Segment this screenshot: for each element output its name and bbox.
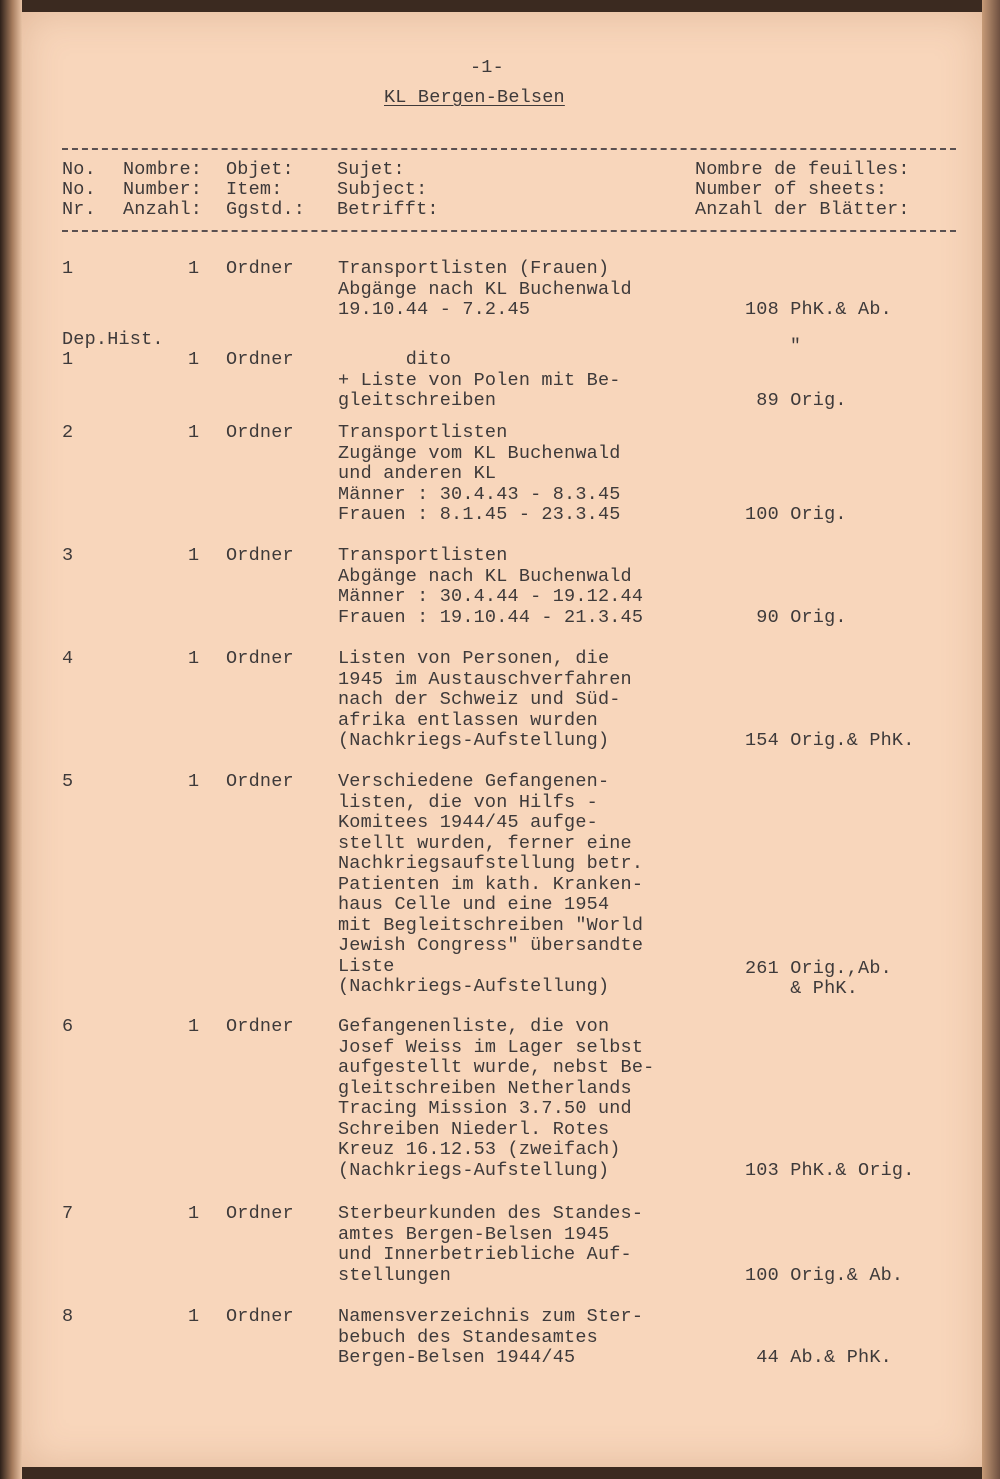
entry-count: 1 [188, 258, 200, 279]
entry-subject-line: Männer : 30.4.44 - 19.12.44 [338, 586, 644, 607]
entry-object: Ordner [226, 349, 294, 370]
header-object-en: Item: [226, 179, 283, 200]
entry-number: 8 [62, 1306, 74, 1327]
entry-count: 1 [188, 1306, 200, 1327]
entry-subject-line: Verschiedene Gefangenen- [338, 771, 610, 792]
entry-count: 1 [188, 349, 200, 370]
entry-subject-line: Listen von Personen, die [338, 648, 610, 669]
entry-sheets: & PhK. [745, 978, 859, 999]
header-count-de: Anzahl: [123, 199, 203, 220]
ditto-mark: " [790, 337, 801, 357]
entry-number: 7 [62, 1203, 74, 1224]
entry-subject-line: Kreuz 16.12.53 (zweifach) [338, 1139, 621, 1160]
entry-subject-line: Jewish Congress" übersandte [338, 935, 644, 956]
header-no-fr: No. [62, 159, 96, 180]
entry-subject-line: gleitschreiben Netherlands [338, 1077, 632, 1099]
entry-subject-line: nach der Schweiz und Süd- [338, 689, 621, 710]
entry-subject-line: Transportlisten (Frauen) [338, 258, 610, 279]
header-subject-de: Betrifft: [337, 199, 439, 220]
entry-subject-line: und anderen KL [338, 463, 497, 484]
entry-subject-line: Transportlisten [338, 545, 508, 566]
header-object-de: Ggstd.: [226, 199, 306, 220]
entry-subject-line: listen, die von Hilfs - [338, 791, 598, 813]
entry-subject-line: Gefangenenliste, die von [338, 1016, 610, 1037]
entry-number: 1 [62, 258, 74, 279]
entry-subject-line: afrika entlassen wurden [338, 709, 598, 731]
entry-subject-line: (Nachkriegs-Aufstellung) [338, 730, 610, 751]
entry-sheets: 100 Orig.& Ab. [745, 1264, 904, 1286]
document-title: KL Bergen-Belsen [384, 87, 565, 108]
entry-subject-line: Schreiben Niederl. Rotes [338, 1118, 610, 1140]
entry-sheets: 154 Orig.& PhK. [745, 730, 915, 751]
entry-sheets: 100 Orig. [745, 504, 847, 525]
scan-right-edge [982, 0, 1000, 1479]
entry-subject-line: Sterbeurkunden des Standes- [338, 1203, 644, 1224]
entry-object: Ordner [226, 422, 294, 443]
entry-number: 1 [62, 349, 74, 370]
entry-subject-line: Nachkriegsaufstellung betr. [338, 853, 644, 874]
entry-subject-line: haus Celle und eine 1954 [338, 894, 610, 915]
entry-object: Ordner [226, 771, 294, 792]
entry-subject-line: aufgestellt wurde, nebst Be- [338, 1057, 655, 1078]
entry-object: Ordner [226, 1203, 294, 1224]
entry-sheets: 103 PhK.& Orig. [745, 1159, 915, 1181]
entry-subject-line: (Nachkriegs-Aufstellung) [338, 1159, 610, 1181]
entry-subject-line: Zugänge vom KL Buchenwald [338, 442, 621, 464]
entry-prefix: Dep.Hist. [62, 329, 164, 350]
entry-number: 3 [62, 545, 74, 566]
entry-count: 1 [188, 648, 200, 669]
header-count-en: Number: [123, 179, 203, 200]
header-sheets-de: Anzahl der Blätter: [695, 199, 910, 220]
header-subject-fr: Sujet: [337, 159, 405, 180]
entry-sheets: 90 Orig. [745, 606, 847, 628]
entry-sheets: 44 Ab.& PhK. [745, 1347, 892, 1368]
header-top-rule [62, 148, 956, 150]
entry-object: Ordner [226, 1016, 294, 1037]
header-no-de: Nr. [62, 199, 96, 220]
entry-subject-line: Liste [338, 955, 395, 977]
entry-subject-line: und Innerbetriebliche Auf- [338, 1244, 632, 1265]
entry-subject-line: mit Begleitschreiben "World [338, 914, 644, 936]
entry-subject-line: Komitees 1944/45 aufge- [338, 812, 598, 833]
entry-object: Ordner [226, 648, 294, 669]
entry-object: Ordner [226, 1306, 294, 1327]
header-no-en: No. [62, 179, 96, 200]
entry-subject-line: Bergen-Belsen 1944/45 [338, 1347, 576, 1368]
entry-subject-line: Abgänge nach KL Buchenwald [338, 278, 632, 300]
entry-subject-line: bebuch des Standesamtes [338, 1326, 598, 1348]
entry-subject-line: Männer : 30.4.43 - 8.3.45 [338, 483, 621, 505]
entry-count: 1 [188, 771, 200, 792]
entry-subject-line: stellungen [338, 1264, 452, 1286]
entry-object: Ordner [226, 258, 294, 279]
entry-number: 5 [62, 771, 74, 792]
entry-subject-line: stellt wurden, ferner eine [338, 832, 632, 854]
entry-sheets: 261 Orig.,Ab. [745, 957, 892, 979]
entry-subject-line: dito [338, 349, 452, 370]
entry-subject-line: Patienten im kath. Kranken- [338, 873, 644, 895]
header-sheets-fr: Nombre de feuilles: [695, 159, 910, 180]
entry-subject-line: Frauen : 8.1.45 - 23.3.45 [338, 504, 621, 525]
entry-subject-line: amtes Bergen-Belsen 1945 [338, 1223, 610, 1245]
entry-subject-line: Abgänge nach KL Buchenwald [338, 565, 632, 587]
entry-number: 2 [62, 422, 74, 443]
page-number: -1- [470, 57, 504, 78]
entry-count: 1 [188, 545, 200, 566]
entry-count: 1 [188, 1016, 200, 1037]
entry-subject-line: Tracing Mission 3.7.50 und [338, 1098, 632, 1119]
header-count-fr: Nombre: [123, 159, 203, 180]
header-sheets-en: Number of sheets: [695, 179, 888, 200]
header-bottom-rule [62, 230, 956, 232]
entry-number: 4 [62, 648, 74, 669]
entry-count: 1 [188, 1203, 200, 1224]
entry-subject-line: + Liste von Polen mit Be- [338, 369, 621, 391]
entry-count: 1 [188, 422, 200, 443]
entry-subject-line: 1945 im Austauschverfahren [338, 668, 632, 690]
header-subject-en: Subject: [337, 179, 428, 200]
scan-left-edge [0, 0, 22, 1479]
entry-subject-line: Frauen : 19.10.44 - 21.3.45 [338, 606, 644, 628]
entry-subject-line: Josef Weiss im Lager selbst [338, 1036, 644, 1058]
entry-sheets: 89 Orig. [745, 390, 847, 411]
entry-number: 6 [62, 1016, 74, 1037]
entry-subject-line: 19.10.44 - 7.2.45 [338, 299, 531, 320]
entry-subject-line: gleitschreiben [338, 390, 497, 411]
entry-subject-line: Namensverzeichnis zum Ster- [338, 1306, 644, 1327]
entry-object: Ordner [226, 545, 294, 566]
entry-sheets: 108 PhK.& Ab. [745, 299, 892, 320]
entry-subject-line: (Nachkriegs-Aufstellung) [338, 976, 610, 997]
entry-subject-line: Transportlisten [338, 422, 508, 443]
header-object-fr: Objet: [226, 159, 294, 180]
